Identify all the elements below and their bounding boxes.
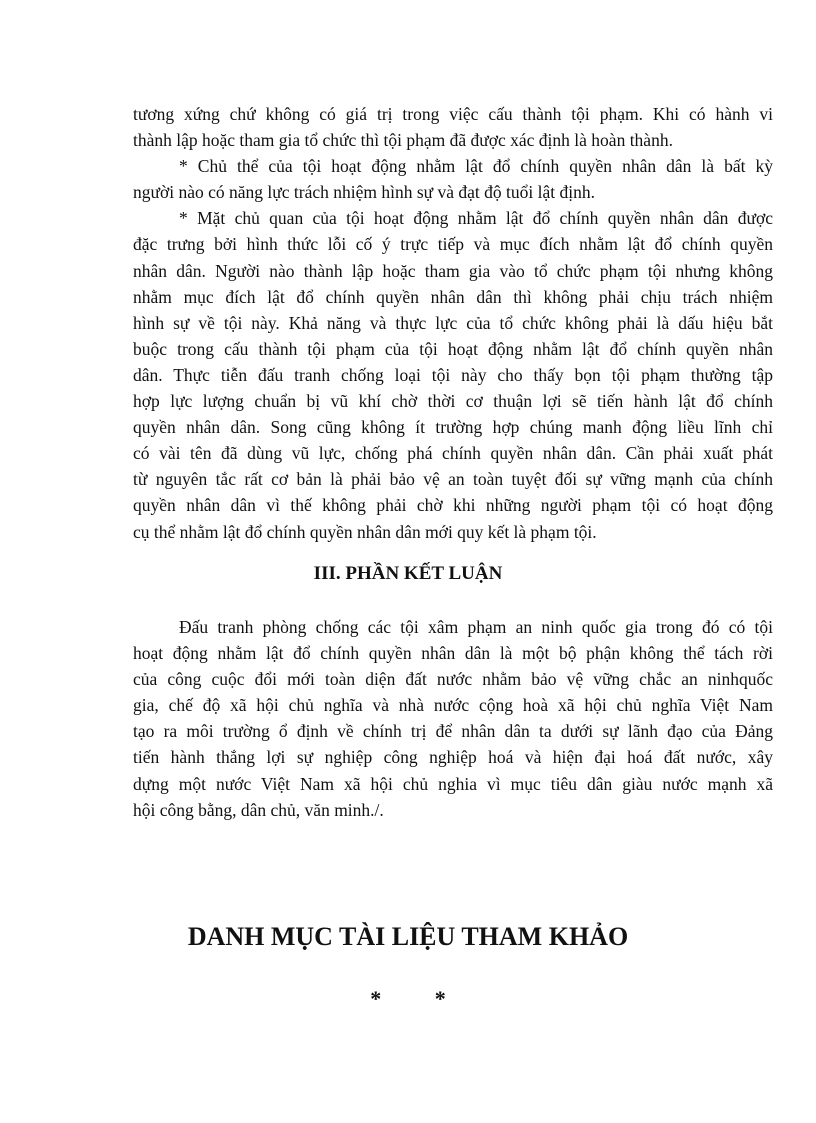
star-glyph: * — [370, 986, 382, 1011]
star-glyph: * — [434, 986, 446, 1011]
text-line: * Chủ thể của tội hoạt động nhằm lật đổ chính quyền nhân dân là bất kỳ — [179, 156, 773, 177]
text-line: từ nguyên tắc rất cơ bản là phải bảo vệ an toàn tuyệt đối sự vững mạnh của chính — [133, 469, 773, 490]
text-line: gia, chế độ xã hội chủ nghĩa và nhà nước cộng hoà xã hội chủ nghĩa Việt Nam — [133, 695, 773, 716]
text-line: quyền nhân dân. Song cũng không ít trường hợp chúng manh động liều lĩnh chỉ — [133, 417, 773, 438]
text-line: dựng một nước Việt Nam xã hội chủ nghia vì mục tiêu dân giàu nước mạnh xã — [133, 773, 773, 794]
text-line: hình sự về tội này. Khả năng và thực lực của tổ chức không phải là dấu hiệu bắt — [133, 312, 773, 333]
text-line: quyền nhân dân vì thế không phải chờ khi những người phạm tội có hoạt động — [133, 495, 773, 516]
text-line: người nào có năng lực trách nhiệm hình sự và đạt độ tuổi lật định. — [133, 182, 595, 203]
text-line: buộc trong cấu thành tội phạm của tội hoạt động nhằm lật đổ chính quyền nhân — [133, 338, 773, 359]
text-line: nhằm mục đích lật đổ chính quyền nhân dân thì không phải chịu trách nhiệm — [133, 286, 773, 307]
text-line: tạo ra môi trường ổ định về chính trị để nhân dân ta dưới sự lãnh đạo của Đảng — [133, 721, 773, 742]
text-line: có vài tên đã dùng vũ lực, chống phá chính quyền nhân dân. Cần phải xuất phát — [133, 443, 773, 464]
text-line: hợp lực lượng chuẩn bị vũ khí chờ thời cơ thuận lợi sẽ tiến hành lật đổ chính — [133, 391, 773, 412]
text-line: cụ thể nhằm lật đổ chính quyền nhân dân mới quy kết là phạm tội. — [133, 521, 597, 542]
text-line: nhân dân. Người nào thành lập hoặc tham gia vào tổ chức phạm tội nhưng không — [133, 260, 773, 281]
text-line: hoạt động nhằm lật đổ chính quyền nhân dân là một bộ phận không thể tách rời — [133, 643, 773, 664]
text-line: dân. Thực tiễn đấu tranh chống loại tội này cho thấy bọn tội phạm thường tập — [133, 364, 773, 385]
text-line: * Mặt chủ quan của tội hoạt động nhằm lật đổ chính quyền nhân dân được — [179, 208, 773, 229]
text-line: hội công bằng, dân chủ, văn minh./. — [133, 799, 384, 820]
conclusion-text-block — [133, 614, 773, 823]
separator-stars — [0, 986, 816, 1012]
references-title: DANH MỤC TÀI LIỆU THAM KHẢO — [187, 922, 629, 951]
text-line: tương xứng chứ không có giá trị trong việc cấu thành tội phạm. Khi có hành vi — [133, 104, 773, 124]
text-line: tiến hành thắng lợi sự nghiệp công nghiệp hoá và hiện đại hoá đất nước, xây — [133, 747, 773, 768]
text-line: thành lập hoặc tham gia tổ chức thì tội phạm đã được xác định là hoàn thành. — [133, 130, 673, 151]
text-line: của công cuộc đổi mới toàn diện đất nước nhằm bảo vệ vững chắc an ninhquốc — [133, 669, 773, 690]
section-heading: III. PHẦN KẾT LUẬN — [313, 563, 503, 584]
text-line: đặc trưng bởi hình thức lỗi cố ý trực tiếp và mục đích nhằm lật đổ chính quyền — [133, 234, 773, 255]
body-text-block — [133, 101, 773, 545]
text-line: Đấu tranh phòng chống các tội xâm phạm an ninh quốc gia trong đó có tội — [179, 617, 773, 637]
